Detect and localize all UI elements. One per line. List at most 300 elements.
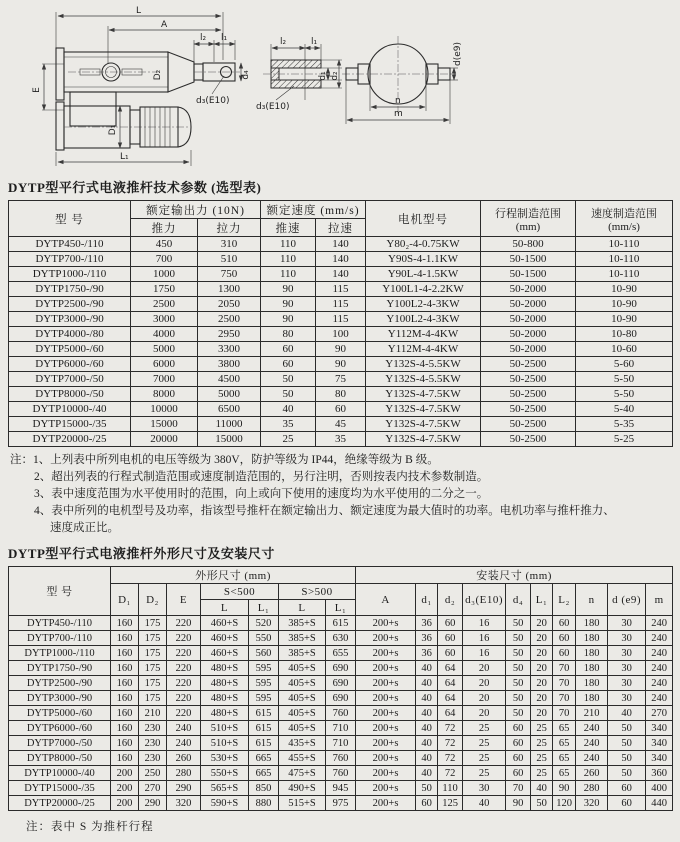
value-cell: 5-35: [576, 417, 673, 432]
value-cell: 140: [316, 252, 366, 267]
value-cell: 945: [326, 781, 356, 796]
table-row: [9, 252, 673, 267]
table-row: [9, 631, 673, 646]
value-cell: Y132S-4-5.5KW: [366, 357, 481, 372]
value-cell: 290: [139, 796, 167, 811]
table-row: [9, 237, 673, 252]
col-header-A: A: [356, 584, 416, 616]
value-cell: 90: [506, 796, 531, 811]
value-cell: 490+S: [279, 781, 326, 796]
value-cell: 60: [608, 796, 646, 811]
model-cell: DYTP700-/110: [9, 631, 111, 646]
model-cell: DYTP3000-/90: [9, 691, 111, 706]
model-cell: DYTP15000-/35: [9, 417, 131, 432]
value-cell: 40: [416, 661, 438, 676]
table-row: [9, 342, 673, 357]
table-row: [9, 766, 673, 781]
value-cell: 440: [646, 796, 673, 811]
value-cell: 615: [249, 721, 279, 736]
value-cell: 3000: [131, 312, 198, 327]
col-header-rated-output: 额定输出力 (10N): [131, 201, 261, 219]
model-cell: DYTP5000-/60: [9, 706, 111, 721]
value-cell: 65: [553, 736, 576, 751]
value-cell: 6500: [198, 402, 261, 417]
value-cell: 180: [576, 631, 608, 646]
value-cell: 200+s: [356, 796, 416, 811]
value-cell: 8000: [131, 387, 198, 402]
value-cell: 50: [506, 631, 531, 646]
value-cell: 200+s: [356, 631, 416, 646]
table-row: [9, 387, 673, 402]
value-cell: 240: [646, 661, 673, 676]
value-cell: 220: [167, 661, 201, 676]
value-cell: 25: [463, 721, 506, 736]
value-cell: 50: [506, 706, 531, 721]
table-row: [9, 267, 673, 282]
model-cell: DYTP7000-/50: [9, 372, 131, 387]
col-header-push-speed: 推速: [261, 219, 316, 237]
dim-label-D2: D₂: [153, 69, 163, 81]
dim-label-d4: d₄: [241, 70, 251, 80]
value-cell: 64: [438, 661, 463, 676]
value-cell: 50: [261, 372, 316, 387]
value-cell: 405+S: [279, 661, 326, 676]
value-cell: 50-2000: [481, 312, 576, 327]
value-cell: 20: [463, 676, 506, 691]
value-cell: 250: [139, 766, 167, 781]
value-cell: 25: [463, 736, 506, 751]
value-cell: 160: [111, 646, 139, 661]
value-cell: 1300: [198, 282, 261, 297]
value-cell: 35: [316, 432, 366, 447]
value-cell: 10-60: [576, 342, 673, 357]
col-header-s-gt-500: S>500: [279, 584, 356, 600]
value-cell: Y100L2-4-3KW: [366, 297, 481, 312]
value-cell: 30: [463, 781, 506, 796]
value-cell: 230: [139, 736, 167, 751]
value-cell: 160: [111, 676, 139, 691]
model-cell: DYTP10000-/40: [9, 402, 131, 417]
value-cell: 760: [326, 751, 356, 766]
dim-label-fork-l1: l₁: [311, 37, 318, 47]
value-cell: 510+S: [201, 721, 249, 736]
value-cell: Y90L-4-1.5KW: [366, 267, 481, 282]
value-cell: 90: [316, 342, 366, 357]
model-cell: DYTP1000-/110: [9, 267, 131, 282]
col-header-L1-mount: L₁: [531, 584, 553, 616]
value-cell: 320: [576, 796, 608, 811]
value-cell: 30: [608, 616, 646, 631]
value-cell: 160: [111, 616, 139, 631]
value-cell: 480+S: [201, 676, 249, 691]
value-cell: 210: [139, 706, 167, 721]
value-cell: 10-90: [576, 312, 673, 327]
col-header-d3: d₃(E10): [463, 584, 506, 616]
section2-title: DYTP型平行式电液推杆外形尺寸及安装尺寸: [8, 546, 275, 561]
value-cell: 200+s: [356, 661, 416, 676]
value-cell: 40: [531, 781, 553, 796]
value-cell: 140: [316, 237, 366, 252]
col-header-D2: D₂: [139, 584, 167, 616]
value-cell: 72: [438, 736, 463, 751]
table-row: [9, 312, 673, 327]
model-cell: DYTP20000-/25: [9, 432, 131, 447]
value-cell: 70: [506, 781, 531, 796]
dim-label-fork-d3: d₃(E10): [256, 102, 290, 112]
dim-label-fork-d2: d₂: [330, 71, 340, 81]
value-cell: 70: [553, 661, 576, 676]
table-row: [9, 327, 673, 342]
model-cell: DYTP700-/110: [9, 252, 131, 267]
value-cell: 90: [316, 357, 366, 372]
dim-label-end-n: n: [395, 96, 401, 106]
value-cell: Y90S-4-1.1KW: [366, 252, 481, 267]
value-cell: 60: [438, 646, 463, 661]
value-cell: 3800: [198, 357, 261, 372]
value-cell: 60: [506, 751, 531, 766]
value-cell: 50: [608, 736, 646, 751]
value-cell: 115: [316, 282, 366, 297]
value-cell: 175: [139, 646, 167, 661]
value-cell: 240: [576, 721, 608, 736]
value-cell: 385+S: [279, 646, 326, 661]
model-cell: DYTP5000-/60: [9, 342, 131, 357]
value-cell: 40: [463, 796, 506, 811]
value-cell: 560: [249, 646, 279, 661]
col-header-L2: L₂: [553, 584, 576, 616]
value-cell: 290: [167, 781, 201, 796]
note-4: 4、表中所列的电机型号及功率，指该型号推杆在额定输出力、额定速度为最大值时的功率。电机功率与推杆推力、: [34, 505, 615, 517]
model-cell: DYTP1750-/90: [9, 282, 131, 297]
table-row: [9, 796, 673, 811]
value-cell: 5-60: [576, 357, 673, 372]
value-cell: 10-110: [576, 267, 673, 282]
value-cell: 50: [261, 387, 316, 402]
dimensions-table-body: [9, 616, 673, 811]
value-cell: 36: [416, 631, 438, 646]
stroke-range-label: 行程制造范围: [495, 207, 562, 220]
col-header-d1: d₁: [416, 584, 438, 616]
col-header-d2: d₂: [438, 584, 463, 616]
table-row: [9, 751, 673, 766]
value-cell: 72: [438, 766, 463, 781]
table-row: [9, 417, 673, 432]
value-cell: 15000: [131, 417, 198, 432]
table-row: [9, 676, 673, 691]
value-cell: 160: [111, 631, 139, 646]
value-cell: 50: [531, 796, 553, 811]
table-row: [9, 372, 673, 387]
value-cell: 50-1500: [481, 267, 576, 282]
value-cell: 450: [131, 237, 198, 252]
dim-label-end-m: m: [394, 109, 403, 119]
value-cell: 72: [438, 751, 463, 766]
value-cell: 20000: [131, 432, 198, 447]
value-cell: 405+S: [279, 721, 326, 736]
value-cell: 1000: [131, 267, 198, 282]
value-cell: 180: [576, 646, 608, 661]
value-cell: 2500: [131, 297, 198, 312]
col-header-d4: d₄: [506, 584, 531, 616]
value-cell: 25: [531, 766, 553, 781]
col-header-model2: 型 号: [9, 567, 111, 616]
table-row: [9, 736, 673, 751]
value-cell: 30: [608, 691, 646, 706]
value-cell: 50: [506, 676, 531, 691]
selection-parameters-table: [8, 200, 673, 447]
value-cell: 50: [608, 766, 646, 781]
note-1-text: 1、上列表中所列电机的电压等级为 380V，防护等级为 IP44，绝缘等级为 B 级。: [33, 454, 439, 466]
value-cell: 220: [167, 691, 201, 706]
value-cell: 320: [167, 796, 201, 811]
value-cell: 160: [111, 736, 139, 751]
value-cell: 240: [646, 691, 673, 706]
value-cell: 270: [646, 706, 673, 721]
value-cell: 16: [463, 631, 506, 646]
value-cell: 510: [198, 252, 261, 267]
value-cell: 200+s: [356, 676, 416, 691]
value-cell: Y112M-4-4KW: [366, 342, 481, 357]
value-cell: 690: [326, 691, 356, 706]
table-row: [9, 402, 673, 417]
col-header-L1-gt: L₁: [326, 600, 356, 616]
value-cell: 310: [198, 237, 261, 252]
value-cell: 240: [576, 751, 608, 766]
value-cell: 480+S: [201, 706, 249, 721]
value-cell: 665: [249, 751, 279, 766]
value-cell: 690: [326, 661, 356, 676]
value-cell: 20: [531, 646, 553, 661]
value-cell: 75: [316, 372, 366, 387]
value-cell: 360: [646, 766, 673, 781]
value-cell: 5-25: [576, 432, 673, 447]
table-row: [9, 721, 673, 736]
value-cell: 240: [646, 631, 673, 646]
value-cell: 750: [198, 267, 261, 282]
value-cell: 50-2000: [481, 297, 576, 312]
table-row: [9, 297, 673, 312]
value-cell: 80: [261, 327, 316, 342]
note-2: 2、超出列表的行程式制造范围或速度制造范围的，另行注明，否则按表内技术参数制造。: [34, 471, 489, 483]
value-cell: 50-2500: [481, 417, 576, 432]
value-cell: 20: [531, 676, 553, 691]
model-cell: DYTP2500-/90: [9, 676, 111, 691]
value-cell: 200+s: [356, 691, 416, 706]
value-cell: 65: [553, 751, 576, 766]
value-cell: 140: [316, 267, 366, 282]
dim-label-l2: l₂: [200, 33, 207, 43]
value-cell: 520: [249, 616, 279, 631]
value-cell: 110: [261, 237, 316, 252]
model-cell: DYTP10000-/40: [9, 766, 111, 781]
table-row: [9, 691, 673, 706]
value-cell: 115: [316, 297, 366, 312]
value-cell: 340: [646, 721, 673, 736]
value-cell: 160: [111, 691, 139, 706]
value-cell: 16: [463, 646, 506, 661]
value-cell: 65: [553, 721, 576, 736]
value-cell: 110: [261, 252, 316, 267]
value-cell: 240: [646, 646, 673, 661]
value-cell: 25: [463, 766, 506, 781]
value-cell: 160: [111, 706, 139, 721]
value-cell: 550+S: [201, 766, 249, 781]
value-cell: 36: [416, 616, 438, 631]
notes-label: 注：: [10, 454, 33, 466]
model-cell: DYTP7000-/50: [9, 736, 111, 751]
model-cell: DYTP6000-/60: [9, 357, 131, 372]
value-cell: 20: [463, 691, 506, 706]
value-cell: 160: [111, 751, 139, 766]
value-cell: 25: [261, 432, 316, 447]
value-cell: 70: [553, 691, 576, 706]
dim-label-d3: d₃(E10): [196, 96, 230, 106]
value-cell: 260: [167, 751, 201, 766]
value-cell: 435+S: [279, 736, 326, 751]
col-header-model: 型 号: [9, 201, 131, 237]
model-cell: DYTP15000-/35: [9, 781, 111, 796]
value-cell: 240: [576, 736, 608, 751]
value-cell: 40: [416, 706, 438, 721]
value-cell: Y132S-4-7.5KW: [366, 402, 481, 417]
value-cell: Y132S-4-5.5KW: [366, 372, 481, 387]
value-cell: 175: [139, 691, 167, 706]
value-cell: 880: [249, 796, 279, 811]
value-cell: 400: [646, 781, 673, 796]
value-cell: 200+s: [356, 751, 416, 766]
dim-label-fork-d1: d₁: [318, 71, 328, 81]
value-cell: 50-2500: [481, 432, 576, 447]
value-cell: 230: [139, 721, 167, 736]
value-cell: 385+S: [279, 616, 326, 631]
value-cell: 5000: [198, 387, 261, 402]
value-cell: 10-110: [576, 237, 673, 252]
value-cell: 2950: [198, 327, 261, 342]
col-header-L1-lt: L₁: [249, 600, 279, 616]
value-cell: 50: [506, 691, 531, 706]
value-cell: 480+S: [201, 661, 249, 676]
value-cell: Y132S-4-7.5KW: [366, 387, 481, 402]
value-cell: 615: [326, 616, 356, 631]
value-cell: 60: [553, 616, 576, 631]
value-cell: 220: [167, 706, 201, 721]
value-cell: 385+S: [279, 631, 326, 646]
value-cell: 270: [139, 781, 167, 796]
value-cell: 50: [608, 751, 646, 766]
table-row: [9, 646, 673, 661]
technical-drawing: [8, 2, 672, 174]
value-cell: 60: [261, 342, 316, 357]
value-cell: Y80₂-4-0.75KW: [366, 237, 481, 252]
value-cell: Y132S-4-7.5KW: [366, 432, 481, 447]
value-cell: 64: [438, 691, 463, 706]
value-cell: 200+s: [356, 781, 416, 796]
value-cell: 340: [646, 751, 673, 766]
value-cell: Y132S-4-7.5KW: [366, 417, 481, 432]
value-cell: 20: [531, 631, 553, 646]
value-cell: 50-2000: [481, 282, 576, 297]
value-cell: 595: [249, 676, 279, 691]
dimensions-table: [8, 566, 673, 811]
value-cell: 595: [249, 691, 279, 706]
value-cell: 175: [139, 616, 167, 631]
value-cell: 120: [553, 796, 576, 811]
value-cell: 20: [531, 661, 553, 676]
value-cell: 20: [463, 706, 506, 721]
value-cell: 280: [576, 781, 608, 796]
model-cell: DYTP4000-/80: [9, 327, 131, 342]
table-row: [9, 357, 673, 372]
value-cell: 200+s: [356, 736, 416, 751]
value-cell: 30: [608, 676, 646, 691]
value-cell: 100: [316, 327, 366, 342]
col-header-m: m: [646, 584, 673, 616]
value-cell: 90: [261, 282, 316, 297]
value-cell: 230: [139, 751, 167, 766]
value-cell: 11000: [198, 417, 261, 432]
value-cell: 60: [261, 357, 316, 372]
model-cell: DYTP8000-/50: [9, 751, 111, 766]
value-cell: 50: [506, 646, 531, 661]
col-header-stroke-range: [481, 201, 576, 237]
value-cell: 200+s: [356, 721, 416, 736]
value-cell: 240: [167, 736, 201, 751]
note-4-continued: 速度成正比。: [50, 522, 119, 534]
col-group-install: 安装尺寸 (mm): [356, 567, 673, 584]
value-cell: 6000: [131, 357, 198, 372]
value-cell: 220: [167, 616, 201, 631]
value-cell: 7000: [131, 372, 198, 387]
col-header-E: E: [167, 584, 201, 616]
note-3: 3、表中速度范围为水平使用时的范围，向上或向下使用的速度均为水平使用的二分之一。: [34, 488, 489, 500]
value-cell: 50-2500: [481, 387, 576, 402]
value-cell: 760: [326, 706, 356, 721]
value-cell: 405+S: [279, 691, 326, 706]
value-cell: 40: [416, 766, 438, 781]
value-cell: 200: [111, 766, 139, 781]
value-cell: 480+S: [201, 691, 249, 706]
model-cell: DYTP450-/110: [9, 237, 131, 252]
value-cell: 64: [438, 706, 463, 721]
value-cell: 60: [506, 721, 531, 736]
model-cell: DYTP20000-/25: [9, 796, 111, 811]
value-cell: 200+s: [356, 646, 416, 661]
value-cell: 5000: [131, 342, 198, 357]
value-cell: 25: [531, 721, 553, 736]
value-cell: 260: [576, 766, 608, 781]
col-header-d-e9: d (e9): [608, 584, 646, 616]
value-cell: 60: [438, 616, 463, 631]
value-cell: 280: [167, 766, 201, 781]
value-cell: 40: [261, 402, 316, 417]
speed-range-label: 速度制造范围: [591, 207, 658, 220]
model-cell: DYTP6000-/60: [9, 721, 111, 736]
value-cell: 200: [111, 781, 139, 796]
model-cell: DYTP2500-/90: [9, 297, 131, 312]
model-cell: DYTP1750-/90: [9, 661, 111, 676]
value-cell: 50: [506, 616, 531, 631]
value-cell: 20: [531, 616, 553, 631]
value-cell: 2500: [198, 312, 261, 327]
value-cell: 25: [531, 736, 553, 751]
value-cell: 15000: [198, 432, 261, 447]
value-cell: 70: [553, 706, 576, 721]
col-header-push-force: 推力: [131, 219, 198, 237]
value-cell: 200+s: [356, 616, 416, 631]
col-header-s-lt-500: S<500: [201, 584, 279, 600]
value-cell: 16: [463, 616, 506, 631]
speed-range-unit: (mm/s): [608, 220, 640, 233]
